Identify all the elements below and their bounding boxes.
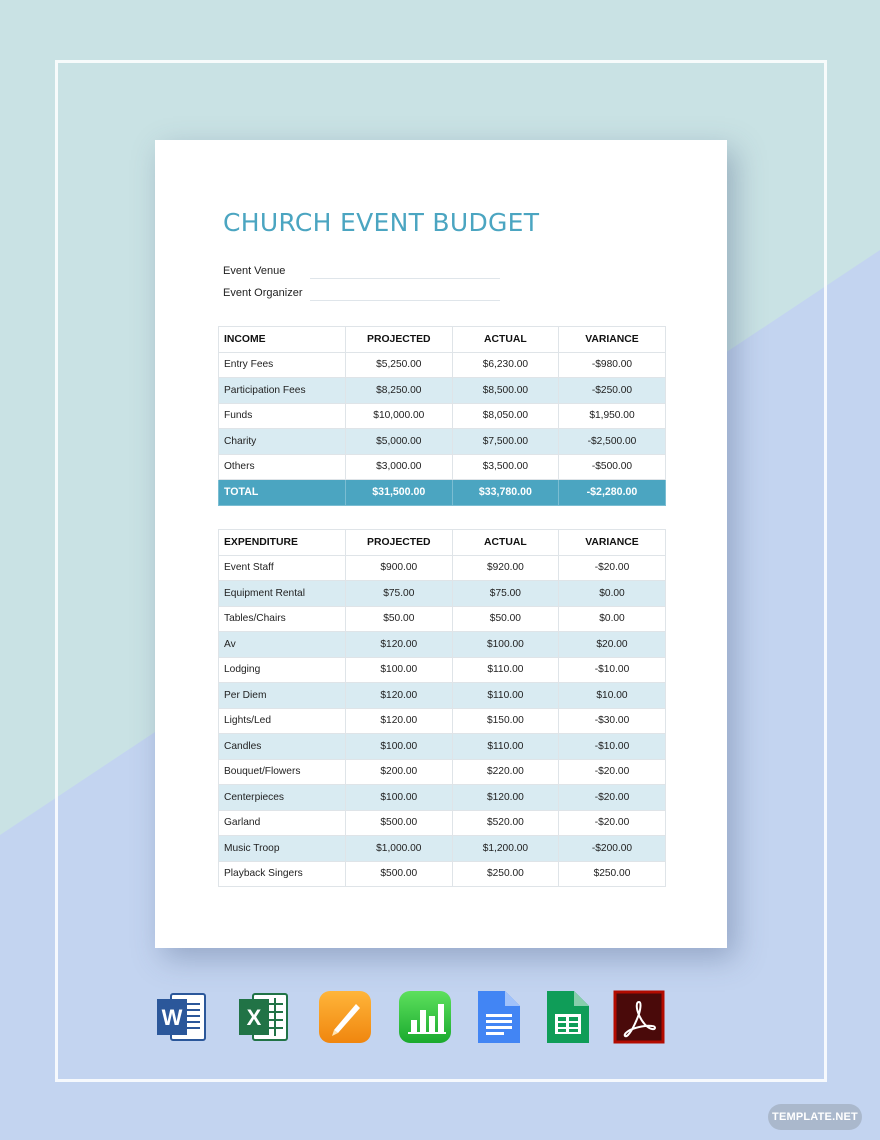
- variance-value: $10.00: [559, 683, 666, 709]
- actual-value: $7,500.00: [452, 429, 559, 455]
- table-row: [219, 759, 666, 785]
- document-title: CHURCH EVENT BUDGET: [223, 208, 540, 237]
- variance-value: -$2,500.00: [559, 429, 666, 455]
- variance-header: VARIANCE: [559, 327, 666, 353]
- event-venue-field[interactable]: [310, 278, 500, 279]
- income-header: INCOME: [219, 327, 346, 353]
- actual-value: $100.00: [452, 632, 559, 658]
- variance-value: -$20.00: [559, 810, 666, 836]
- row-label: Playback Singers: [219, 861, 346, 887]
- table-row: [219, 403, 666, 429]
- actual-value: $220.00: [452, 759, 559, 785]
- actual-header: ACTUAL: [452, 530, 559, 556]
- variance-value: -$10.00: [559, 734, 666, 760]
- projected-value: $8,250.00: [346, 378, 453, 404]
- table-row: [219, 861, 666, 887]
- variance-value: $20.00: [559, 632, 666, 658]
- variance-value: -$980.00: [559, 352, 666, 378]
- variance-value: -$500.00: [559, 454, 666, 480]
- actual-value: $110.00: [452, 657, 559, 683]
- actual-value: $1,200.00: [452, 836, 559, 862]
- template-net-badge: TEMPLATE.NET: [768, 1104, 862, 1130]
- google-docs-icon[interactable]: [472, 990, 526, 1044]
- variance-value: -$250.00: [559, 378, 666, 404]
- projected-value: $100.00: [346, 734, 453, 760]
- table-row: [219, 606, 666, 632]
- format-icons: [0, 990, 880, 1046]
- row-label: Entry Fees: [219, 352, 346, 378]
- svg-text:X: X: [246, 1005, 262, 1030]
- row-label: Lights/Led: [219, 708, 346, 734]
- actual-value: $75.00: [452, 581, 559, 607]
- table-row: [219, 429, 666, 455]
- table-row: [219, 378, 666, 404]
- table-row: [219, 734, 666, 760]
- actual-value: $8,050.00: [452, 403, 559, 429]
- row-label: Centerpieces: [219, 785, 346, 811]
- projected-value: $120.00: [346, 683, 453, 709]
- event-venue-label: Event Venue: [223, 265, 286, 277]
- table-row: [219, 454, 666, 480]
- table-row: [219, 708, 666, 734]
- projected-value: $50.00: [346, 606, 453, 632]
- row-label: Av: [219, 632, 346, 658]
- actual-value: $110.00: [452, 683, 559, 709]
- table-row: [219, 555, 666, 581]
- expenditure-table: [218, 529, 666, 887]
- actual-value: $920.00: [452, 555, 559, 581]
- table-row: [219, 683, 666, 709]
- numbers-icon[interactable]: [398, 990, 452, 1044]
- projected-header: PROJECTED: [346, 530, 453, 556]
- actual-value: $3,500.00: [452, 454, 559, 480]
- table-row: [219, 352, 666, 378]
- row-label: Music Troop: [219, 836, 346, 862]
- actual-value: $250.00: [452, 861, 559, 887]
- actual-value: $520.00: [452, 810, 559, 836]
- projected-value: $500.00: [346, 810, 453, 836]
- actual-value: $150.00: [452, 708, 559, 734]
- projected-value: $3,000.00: [346, 454, 453, 480]
- actual-header: ACTUAL: [452, 327, 559, 353]
- actual-value: $50.00: [452, 606, 559, 632]
- google-sheets-icon[interactable]: [541, 990, 595, 1044]
- actual-value: $110.00: [452, 734, 559, 760]
- variance-value: $250.00: [559, 861, 666, 887]
- income-header-row: [219, 327, 666, 353]
- total-label: TOTAL: [219, 480, 346, 506]
- budget-document: [155, 140, 727, 948]
- total-actual: $33,780.00: [452, 480, 559, 506]
- table-row: [219, 810, 666, 836]
- row-label: Tables/Chairs: [219, 606, 346, 632]
- word-icon[interactable]: [155, 990, 209, 1044]
- variance-value: -$20.00: [559, 759, 666, 785]
- row-label: Funds: [219, 403, 346, 429]
- excel-icon[interactable]: [237, 990, 291, 1044]
- projected-value: $10,000.00: [346, 403, 453, 429]
- variance-value: -$200.00: [559, 836, 666, 862]
- projected-value: $100.00: [346, 785, 453, 811]
- income-total-row: [219, 480, 666, 506]
- projected-value: $100.00: [346, 657, 453, 683]
- variance-value: -$30.00: [559, 708, 666, 734]
- actual-value: $6,230.00: [452, 352, 559, 378]
- row-label: Lodging: [219, 657, 346, 683]
- projected-value: $1,000.00: [346, 836, 453, 862]
- row-label: Candles: [219, 734, 346, 760]
- svg-text:W: W: [161, 1005, 183, 1030]
- variance-value: $0.00: [559, 581, 666, 607]
- row-label: Others: [219, 454, 346, 480]
- income-table: [218, 326, 666, 506]
- projected-value: $5,250.00: [346, 352, 453, 378]
- row-label: Equipment Rental: [219, 581, 346, 607]
- projected-value: $5,000.00: [346, 429, 453, 455]
- projected-value: $75.00: [346, 581, 453, 607]
- table-row: [219, 632, 666, 658]
- row-label: Participation Fees: [219, 378, 346, 404]
- projected-value: $900.00: [346, 555, 453, 581]
- projected-value: $200.00: [346, 759, 453, 785]
- variance-value: $1,950.00: [559, 403, 666, 429]
- total-variance: -$2,280.00: [559, 480, 666, 506]
- projected-value: $120.00: [346, 632, 453, 658]
- pages-icon[interactable]: [318, 990, 372, 1044]
- event-organizer-label: Event Organizer: [223, 287, 303, 299]
- row-label: Per Diem: [219, 683, 346, 709]
- projected-value: $120.00: [346, 708, 453, 734]
- table-row: [219, 657, 666, 683]
- variance-value: -$20.00: [559, 555, 666, 581]
- actual-value: $8,500.00: [452, 378, 559, 404]
- expenditure-header: EXPENDITURE: [219, 530, 346, 556]
- expenditure-header-row: [219, 530, 666, 556]
- pdf-icon[interactable]: [612, 990, 666, 1044]
- variance-value: -$10.00: [559, 657, 666, 683]
- row-label: Garland: [219, 810, 346, 836]
- variance-value: -$20.00: [559, 785, 666, 811]
- actual-value: $120.00: [452, 785, 559, 811]
- total-projected: $31,500.00: [346, 480, 453, 506]
- table-row: [219, 785, 666, 811]
- table-row: [219, 836, 666, 862]
- row-label: Bouquet/Flowers: [219, 759, 346, 785]
- table-row: [219, 581, 666, 607]
- variance-header: VARIANCE: [559, 530, 666, 556]
- row-label: Charity: [219, 429, 346, 455]
- variance-value: $0.00: [559, 606, 666, 632]
- projected-header: PROJECTED: [346, 327, 453, 353]
- event-organizer-field[interactable]: [310, 300, 500, 301]
- row-label: Event Staff: [219, 555, 346, 581]
- projected-value: $500.00: [346, 861, 453, 887]
